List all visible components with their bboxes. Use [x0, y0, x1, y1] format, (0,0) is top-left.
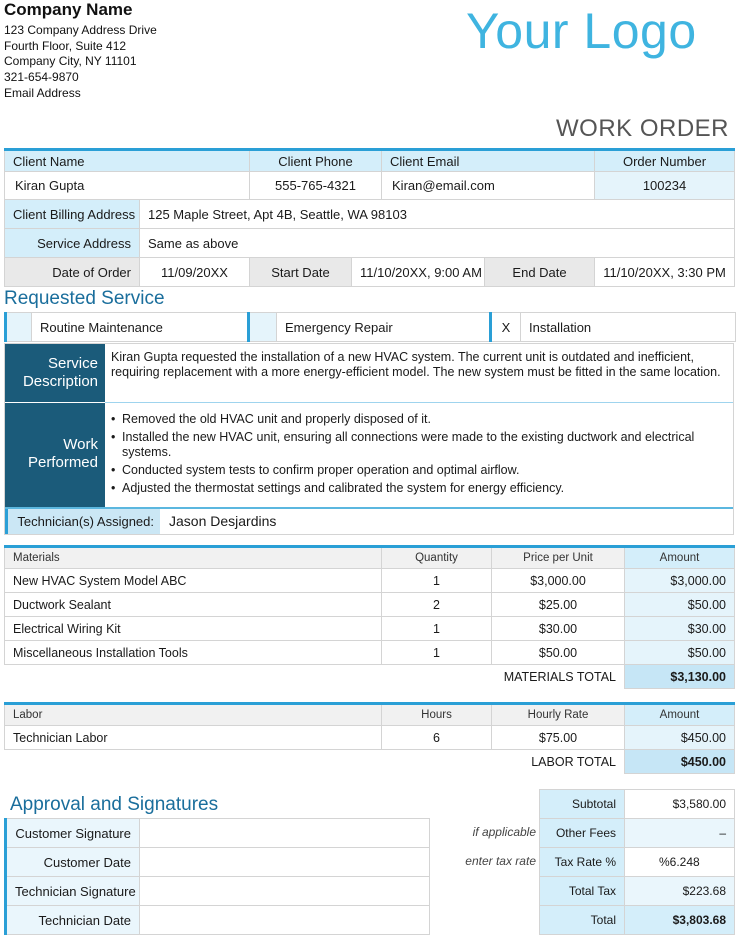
technician-field[interactable]: Jason Desjardins	[169, 513, 277, 529]
document-title: WORK ORDER	[556, 115, 729, 142]
labor-hours[interactable]: 6	[382, 726, 492, 750]
client-name-header: Client Name	[5, 150, 250, 172]
material-item[interactable]: Miscellaneous Installation Tools	[5, 641, 382, 665]
grand-total-label: Total	[540, 906, 625, 935]
installation-checkbox[interactable]: X	[491, 313, 521, 342]
materials-total-label: MATERIALS TOTAL	[503, 669, 616, 684]
technician-signature-label: Technician Signature	[6, 877, 140, 906]
technician-label: Technician(s) Assigned:	[5, 509, 160, 534]
service-type-table	[4, 312, 736, 342]
work-performed-label-line: Performed	[27, 454, 98, 471]
emergency-repair-label: Emergency Repair	[277, 313, 491, 342]
tax-rate-hint: enter tax rate	[465, 854, 536, 868]
work-performed-item: • Removed the old HVAC unit and properly disposed of it.	[111, 412, 721, 427]
emergency-repair-checkbox[interactable]	[249, 313, 277, 342]
grand-total-value: $3,803.68	[625, 906, 735, 935]
end-date-field[interactable]: 11/10/20XX, 3:30 PM	[595, 258, 735, 287]
service-description-label-line: Service	[47, 355, 98, 372]
materials-table	[4, 545, 735, 689]
technician-row	[5, 507, 733, 534]
work-performed-item: • Installed the new HVAC unit, ensuring all connections were made to the existing ductwork and electrical systems.	[111, 430, 721, 460]
service-address-label: Service Address	[5, 229, 140, 258]
order-number-field[interactable]: 100234	[595, 172, 735, 200]
material-price[interactable]: $3,000.00	[492, 569, 625, 593]
tax-rate-field[interactable]: %6.248	[625, 848, 735, 877]
material-item[interactable]: New HVAC System Model ABC	[5, 569, 382, 593]
customer-signature-field[interactable]	[140, 819, 430, 848]
client-phone-header: Client Phone	[250, 150, 382, 172]
labor-table	[4, 702, 735, 774]
material-item[interactable]: Ductwork Sealant	[5, 593, 382, 617]
materials-total-value: $3,130.00	[625, 665, 735, 689]
company-address-line: 123 Company Address Drive	[4, 23, 157, 37]
material-qty[interactable]: 1	[382, 569, 492, 593]
subtotal-label: Subtotal	[540, 790, 625, 819]
material-price[interactable]: $25.00	[492, 593, 625, 617]
client-name-field[interactable]: Kiran Gupta	[5, 172, 250, 200]
company-phone: 321-654-9870	[4, 70, 79, 84]
materials-header: Materials	[5, 547, 382, 569]
work-performed-item: • Conducted system tests to confirm proper operation and optimal airflow.	[111, 463, 721, 478]
material-price[interactable]: $50.00	[492, 641, 625, 665]
material-amount: $3,000.00	[625, 569, 735, 593]
technician-signature-field[interactable]	[140, 877, 430, 906]
hours-header: Hours	[382, 704, 492, 726]
start-date-field[interactable]: 11/10/20XX, 9:00 AM	[352, 258, 485, 287]
billing-address-label: Client Billing Address	[5, 200, 140, 229]
material-amount: $30.00	[625, 617, 735, 641]
work-performed-label	[5, 403, 105, 507]
client-phone-field[interactable]: 555-765-4321	[250, 172, 382, 200]
labor-total-label: LABOR TOTAL	[531, 754, 616, 769]
total-tax-value: $223.68	[625, 877, 735, 906]
material-price[interactable]: $30.00	[492, 617, 625, 641]
other-fees-hint: if applicable	[472, 825, 536, 839]
material-qty[interactable]: 1	[382, 617, 492, 641]
hourly-rate-header: Hourly Rate	[492, 704, 625, 726]
customer-signature-label: Customer Signature	[6, 819, 140, 848]
company-logo: Your Logo	[466, 3, 697, 59]
table-row	[5, 617, 735, 641]
approval-title: Approval and Signatures	[10, 794, 219, 815]
labor-rate[interactable]: $75.00	[492, 726, 625, 750]
amount-header: Amount	[625, 547, 735, 569]
client-info-table	[4, 148, 735, 287]
end-date-label: End Date	[485, 258, 595, 287]
work-performed-list[interactable]	[111, 412, 721, 499]
signature-table	[4, 818, 430, 935]
date-of-order-label: Date of Order	[5, 258, 140, 287]
labor-amount: $450.00	[625, 726, 735, 750]
technician-date-field[interactable]	[140, 906, 430, 935]
subtotal-value: $3,580.00	[625, 790, 735, 819]
company-address-line: Fourth Floor, Suite 412	[4, 39, 127, 53]
company-email: Email Address	[4, 86, 81, 100]
order-number-header: Order Number	[595, 150, 735, 172]
field-hints	[430, 818, 536, 876]
service-description-text[interactable]: Kiran Gupta requested the installation of a new HVAC system. The current unit is outdated and inefficient, requiring replacement with a more energy-efficient model. The new system must be fitted in the same location.	[111, 350, 721, 379]
work-performed-label-line: Work	[63, 436, 98, 453]
company-name: Company Name	[4, 0, 133, 19]
technician-date-label: Technician Date	[6, 906, 140, 935]
company-address-line: Company City, NY 11101	[4, 54, 137, 68]
customer-date-field[interactable]	[140, 848, 430, 877]
service-address-field[interactable]: Same as above	[140, 229, 735, 258]
labor-amount-header: Amount	[625, 704, 735, 726]
installation-label: Installation	[521, 313, 736, 342]
start-date-label: Start Date	[250, 258, 352, 287]
quantity-header: Quantity	[382, 547, 492, 569]
tax-rate-label: Tax Rate %	[540, 848, 625, 877]
material-qty[interactable]: 1	[382, 641, 492, 665]
service-description-label-line: Description	[22, 373, 98, 390]
material-amount: $50.00	[625, 593, 735, 617]
labor-total-value: $450.00	[625, 750, 735, 774]
routine-maintenance-checkbox[interactable]	[6, 313, 32, 342]
other-fees-label: Other Fees	[540, 819, 625, 848]
service-details-block	[4, 343, 734, 535]
table-row	[5, 726, 735, 750]
other-fees-field[interactable]: –	[625, 819, 735, 848]
table-row	[5, 569, 735, 593]
summary-table	[539, 789, 735, 935]
routine-maintenance-label: Routine Maintenance	[32, 313, 249, 342]
material-qty[interactable]: 2	[382, 593, 492, 617]
labor-item[interactable]: Technician Labor	[5, 726, 382, 750]
requested-service-title: Requested Service	[4, 288, 165, 309]
table-row	[5, 641, 735, 665]
date-of-order-field[interactable]: 11/09/20XX	[140, 258, 250, 287]
labor-header: Labor	[5, 704, 382, 726]
customer-date-label: Customer Date	[6, 848, 140, 877]
client-email-field[interactable]: Kiran@email.com	[382, 172, 595, 200]
client-email-header: Client Email	[382, 150, 595, 172]
material-item[interactable]: Electrical Wiring Kit	[5, 617, 382, 641]
billing-address-field[interactable]: 125 Maple Street, Apt 4B, Seattle, WA 98103	[140, 200, 735, 229]
service-description-label	[5, 344, 105, 402]
table-row	[5, 593, 735, 617]
material-amount: $50.00	[625, 641, 735, 665]
total-tax-label: Total Tax	[540, 877, 625, 906]
work-performed-item: • Adjusted the thermostat settings and calibrated the system for energy efficiency.	[111, 481, 721, 496]
price-header: Price per Unit	[492, 547, 625, 569]
